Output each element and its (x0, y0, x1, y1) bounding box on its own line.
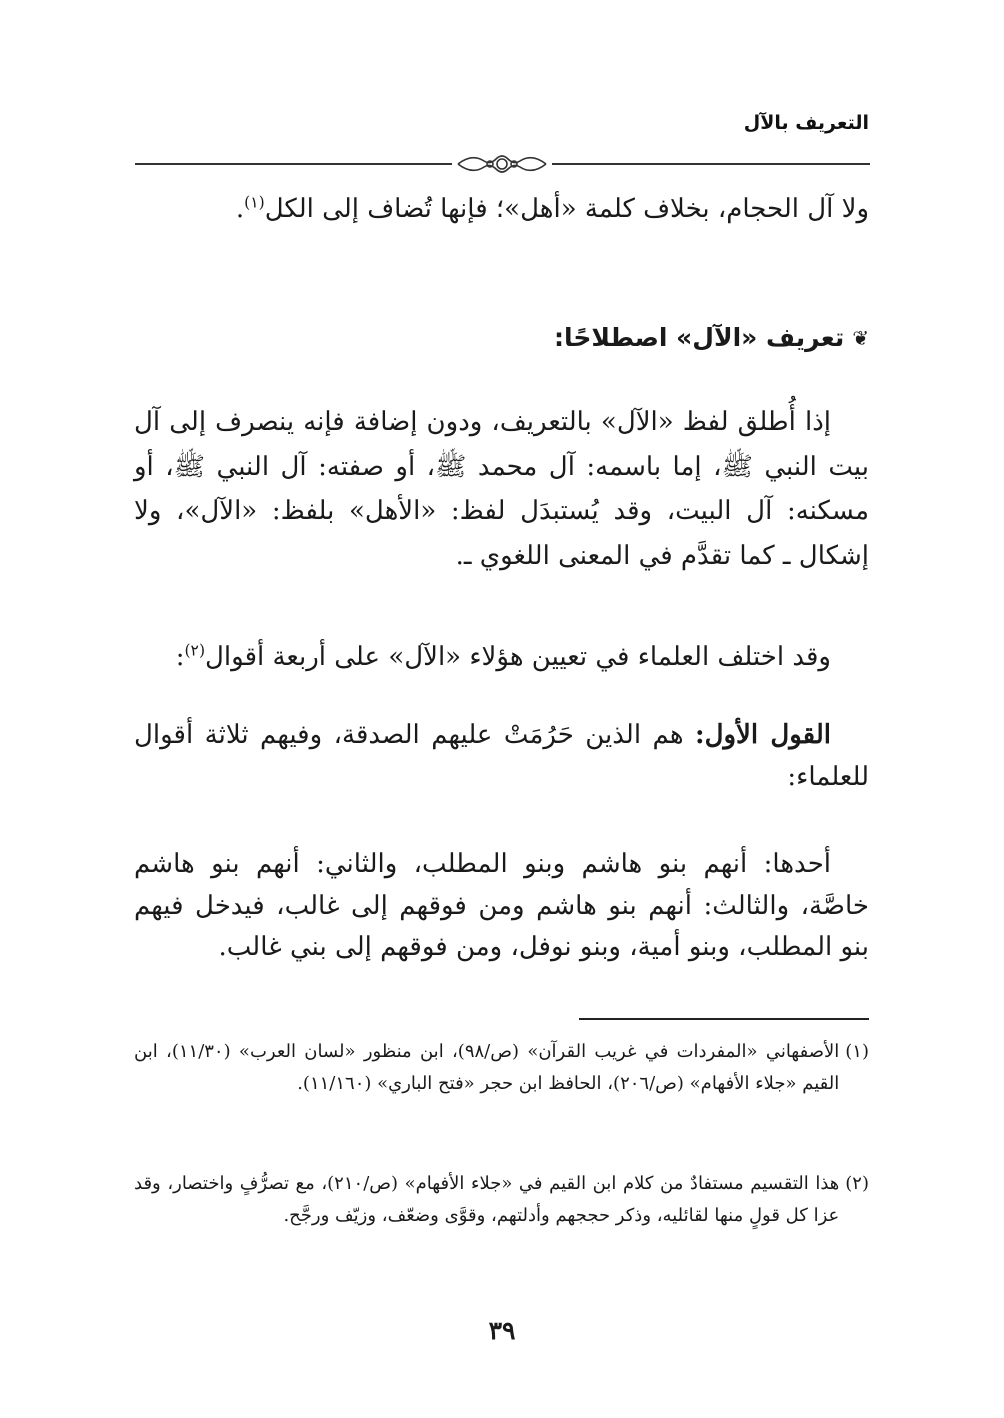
paragraph-4: القول الأول: هم الذين حَرُمَتْ عليهم الصدقة، وفيهم ثلاثة أقوال للعلماء: (134, 720, 869, 793)
footnote-1 (134, 1036, 869, 1100)
running-header: التعريف بالآل (743, 112, 869, 134)
first-opinion-label: القول الأول: (695, 720, 831, 750)
paragraph-1: ولا آل الحجام، بخلاف كلمة «أهل»؛ فإنها تُضاف إلى الكل$^{(١)}$. (235, 193, 869, 224)
footnote-text: هذا التقسيم مستفادٌ من كلام ابن القيم في «جلاء الأفهام» (ص/٢١٠)، مع تصرُّفٍ واختصار، وقد عزا كل قولٍ منها لقائليه، وذكر حججهم وأدلتهم، وقوَّى وضعّف، وزيّف ورجَّح. (134, 1173, 840, 1227)
footnote-number: (١) (845, 1041, 869, 1062)
footnote-2 (134, 1168, 869, 1232)
section-heading-text: تعريف «الآل» اصطلاحًا: (553, 323, 845, 352)
paragraph-5: أحدها: أنهم بنو هاشم وبنو المطلب، والثاني: أنهم بنو هاشم خاصَّة، والثالث: أنهم بنو هاشم ومن فوقهم إلى غالب، فيدخل فيهم بنو المطلب، وبنو أمية، وبنو نوفل، ومن فوقهم إلى بني غالب. (134, 849, 869, 963)
footnote-number: (٢) (845, 1173, 869, 1194)
paragraph-2: إذا أُطلق لفظ «الآل» بالتعريف، ودون إضافة فإنه ينصرف إلى آل بيت النبي ﷺ، إما باسمه: آل محمد ﷺ، أو صفته: آل النبي ﷺ، أو مسكنه: آل البيت، وقد يُستبدَل لفظ: «الأهل» بلفظ: «الآل»، ولا إشكال ـ كما تقدَّم في المعنى اللغوي ـ. (134, 407, 869, 572)
footnote-text: الأصفهاني «المفردات في غريب القرآن» (ص/٩٨)، ابن منظور «لسان العرب» (١١/٣٠)، ابن القيم «جلاء الأفهام» (ص/٢٠٦)، الحافظ ابن حجر «فتح الباري» (١١/١٦٠). (134, 1041, 840, 1095)
ornament-icon (452, 147, 552, 181)
footnote-ref-1[interactable]: (١) (244, 193, 265, 212)
section-heading (554, 323, 869, 352)
flower-ornament-icon: ❦ (852, 325, 869, 350)
footnote-rule (579, 1018, 869, 1020)
paragraph-3: وقد اختلف العلماء في تعيين هؤلاء «الآل» على أربعة أقوال$^{(٢)}$: (175, 641, 831, 672)
footnote-ref-2[interactable]: (٢) (184, 641, 206, 660)
page-number: ٣٩ (488, 1316, 516, 1345)
